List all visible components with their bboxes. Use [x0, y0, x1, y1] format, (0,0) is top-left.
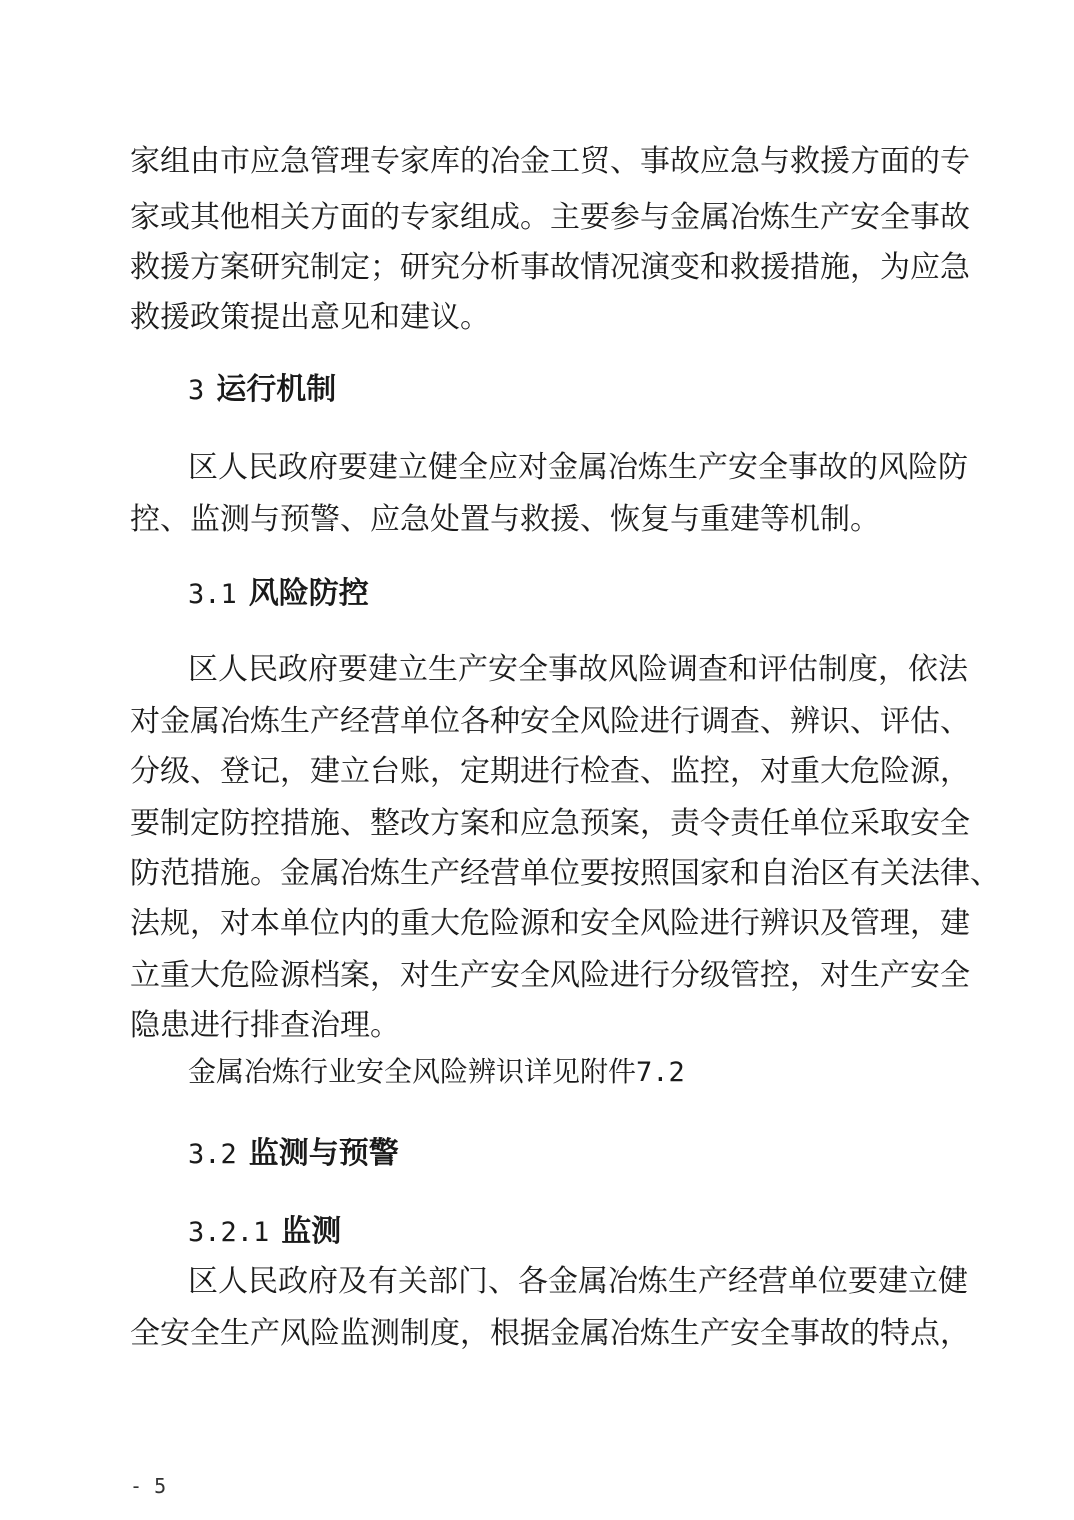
paragraph-line: 分级、登记，建立台账，定期进行检查、监控，对重大危险源， [130, 754, 970, 789]
section-title: 监测 [281, 1214, 342, 1249]
paragraph-line: 全安全生产风险监测制度，根据金属冶炼生产安全事故的特点， [130, 1316, 970, 1351]
section-heading-3-2-1 [188, 1214, 341, 1250]
section-title: 运行机制 [216, 372, 337, 407]
paragraph-line: 控、监测与预警、应急处置与救援、恢复与重建等机制。 [130, 502, 880, 537]
paragraph-line: 法规，对本单位内的重大危险源和安全风险进行辨识及管理，建 [130, 906, 970, 941]
reference-code: 7.2 [636, 1057, 685, 1088]
section-heading-3-1 [188, 576, 369, 612]
section-title: 监测与预警 [248, 1136, 399, 1171]
section-number: 3 [188, 375, 205, 406]
paragraph-line: 隐患进行排查治理。 [130, 1008, 400, 1043]
paragraph-line: 救援方案研究制定；研究分析事故情况演变和救援措施，为应急 [130, 250, 970, 285]
section-title: 风险防控 [248, 576, 369, 611]
reference-text: 金属冶炼行业安全风险辨识详见附件 [188, 1055, 637, 1088]
paragraph-line: 区人民政府要建立生产安全事故风险调查和评估制度，依法 [188, 652, 968, 687]
page-number: - 5 [130, 1474, 167, 1498]
section-number: 3.2.1 [188, 1217, 270, 1248]
section-heading-3-2 [188, 1136, 399, 1172]
paragraph-line: 区人民政府及有关部门、各金属冶炼生产经营单位要建立健 [188, 1264, 968, 1299]
paragraph-line: 立重大危险源档案，对生产安全风险进行分级管控，对生产安全 [130, 958, 970, 993]
paragraph-line: 要制定防控措施、整改方案和应急预案，责令责任单位采取安全 [130, 806, 970, 841]
paragraph-line: 防范措施。金属冶炼生产经营单位要按照国家和自治区有关法律、 [130, 856, 1000, 891]
section-number: 3.1 [188, 579, 237, 610]
section-number: 3.2 [188, 1139, 237, 1170]
paragraph-line: 对金属冶炼生产经营单位各种安全风险进行调查、辨识、评估、 [130, 704, 970, 739]
paragraph-line: 救援政策提出意见和建议。 [130, 300, 490, 335]
paragraph-line: 家或其他相关方面的专家组成。主要参与金属冶炼生产安全事故 [130, 200, 970, 235]
attachment-reference [188, 1054, 685, 1090]
paragraph-line: 家组由市应急管理专家库的冶金工贸、事故应急与救援方面的专 [130, 144, 970, 179]
paragraph-line: 区人民政府要建立健全应对金属冶炼生产安全事故的风险防 [188, 450, 968, 485]
section-heading-3 [188, 372, 336, 408]
